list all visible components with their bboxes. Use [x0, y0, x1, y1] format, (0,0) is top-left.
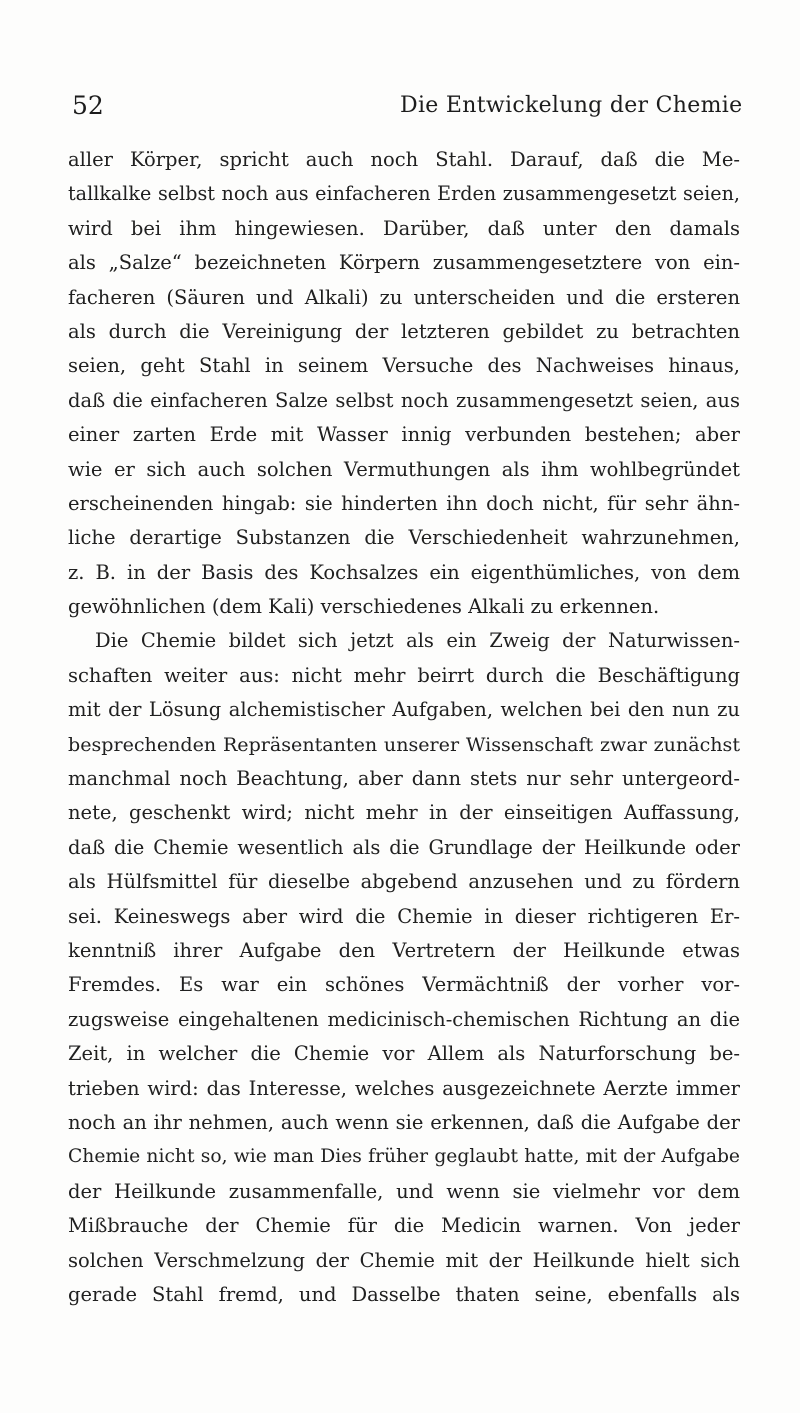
text-line: nete, geschenkt wird; nicht mehr in der einseitigen Auffassung, [68, 801, 740, 825]
paragraph-2 [68, 624, 740, 1312]
text-line: als durch die Vereinigung der letzteren gebildet zu betrachten [68, 319, 740, 343]
page-header [0, 88, 800, 124]
text-line: Mißbrauche der Chemie für die Medicin warnen. Von jeder [68, 1214, 740, 1238]
running-head: Die Entwickelung der Chemie [400, 93, 743, 118]
text-line: sei. Keineswegs aber wird die Chemie in dieser richtigeren Er- [68, 904, 740, 928]
text-line: gerade Stahl fremd, und Dasselbe thaten seine, ebenfalls als [68, 1282, 740, 1306]
text-line: kenntniß ihrer Aufgabe den Vertretern der Heilkunde etwas [68, 938, 740, 962]
text-line: seien, geht Stahl in seinem Versuche des Nachweises hinaus, [68, 354, 740, 378]
text-line: schaften weiter aus: nicht mehr beirrt durch die Beschäftigung [68, 663, 740, 687]
text-line: Die Chemie bildet sich jetzt als ein Zweig der Naturwissen- [95, 629, 740, 653]
text-line: wie er sich auch solchen Vermuthungen als ihm wohlbegründet [68, 457, 740, 481]
text-line: aller Körper, spricht auch noch Stahl. Darauf, daß die Me- [68, 148, 740, 171]
text-line: tallkalke selbst noch aus einfacheren Erden zusammengesetzt seien, [68, 182, 740, 206]
text-line: der Heilkunde zusammenfalle, und wenn sie vielmehr vor dem [68, 1179, 740, 1203]
text-line: facheren (Säuren und Alkali) zu unterscheiden und die ersteren [68, 285, 740, 309]
text-line: noch an ihr nehmen, auch wenn sie erkennen, daß die Aufgabe der [68, 1110, 740, 1134]
text-line: einer zarten Erde mit Wasser innig verbunden bestehen; aber [68, 423, 740, 447]
text-line: Zeit, in welcher die Chemie vor Allem als Naturforschung be- [68, 1042, 740, 1066]
text-line: daß die einfacheren Salze selbst noch zusammengesetzt seien, aus [68, 388, 740, 412]
text-line: Chemie nicht so, wie man Dies früher geglaubt hatte, mit der Aufgabe [68, 1146, 740, 1168]
text-line: als „Salze“ bezeichneten Körpern zusammengesetztere von ein- [68, 251, 740, 275]
text-line: solchen Verschmelzung der Chemie mit der Heilkunde hielt sich [68, 1248, 740, 1272]
body-text [68, 143, 740, 1312]
text-line: z. B. in der Basis des Kochsalzes ein eigenthümliches, von dem [68, 560, 740, 584]
paragraph-1 [68, 143, 740, 624]
text-line: trieben wird: das Interesse, welches ausgezeichnete Aerzte immer [68, 1076, 740, 1100]
text-line: manchmal noch Beachtung, aber dann stets nur sehr untergeord- [68, 767, 740, 791]
text-line: besprechenden Repräsentanten unserer Wissenschaft zwar zunächst [68, 733, 740, 756]
text-line: liche derartige Substanzen die Verschiedenheit wahrzunehmen, [68, 526, 740, 550]
text-line: gewöhnlichen (dem Kali) verschiedenes Alkali zu erkennen. [68, 595, 660, 619]
text-line: Fremdes. Es war ein schönes Vermächtniß der vorher vor- [68, 973, 740, 997]
text-line: daß die Chemie wesentlich als die Grundlage der Heilkunde oder [68, 835, 740, 859]
text-line: zugsweise eingehaltenen medicinisch-chemischen Richtung an die [68, 1007, 740, 1031]
text-line: als Hülfsmittel für dieselbe abgebend anzusehen und zu fördern [68, 870, 740, 894]
page-number: 52 [72, 91, 104, 120]
text-line: wird bei ihm hingewiesen. Darüber, daß unter den damals [68, 216, 740, 240]
text-line: mit der Lösung alchemistischer Aufgaben, welchen bei den nun zu [68, 698, 740, 722]
text-line: erscheinenden hingab: sie hinderten ihn doch nicht, für sehr ähn- [68, 491, 740, 515]
